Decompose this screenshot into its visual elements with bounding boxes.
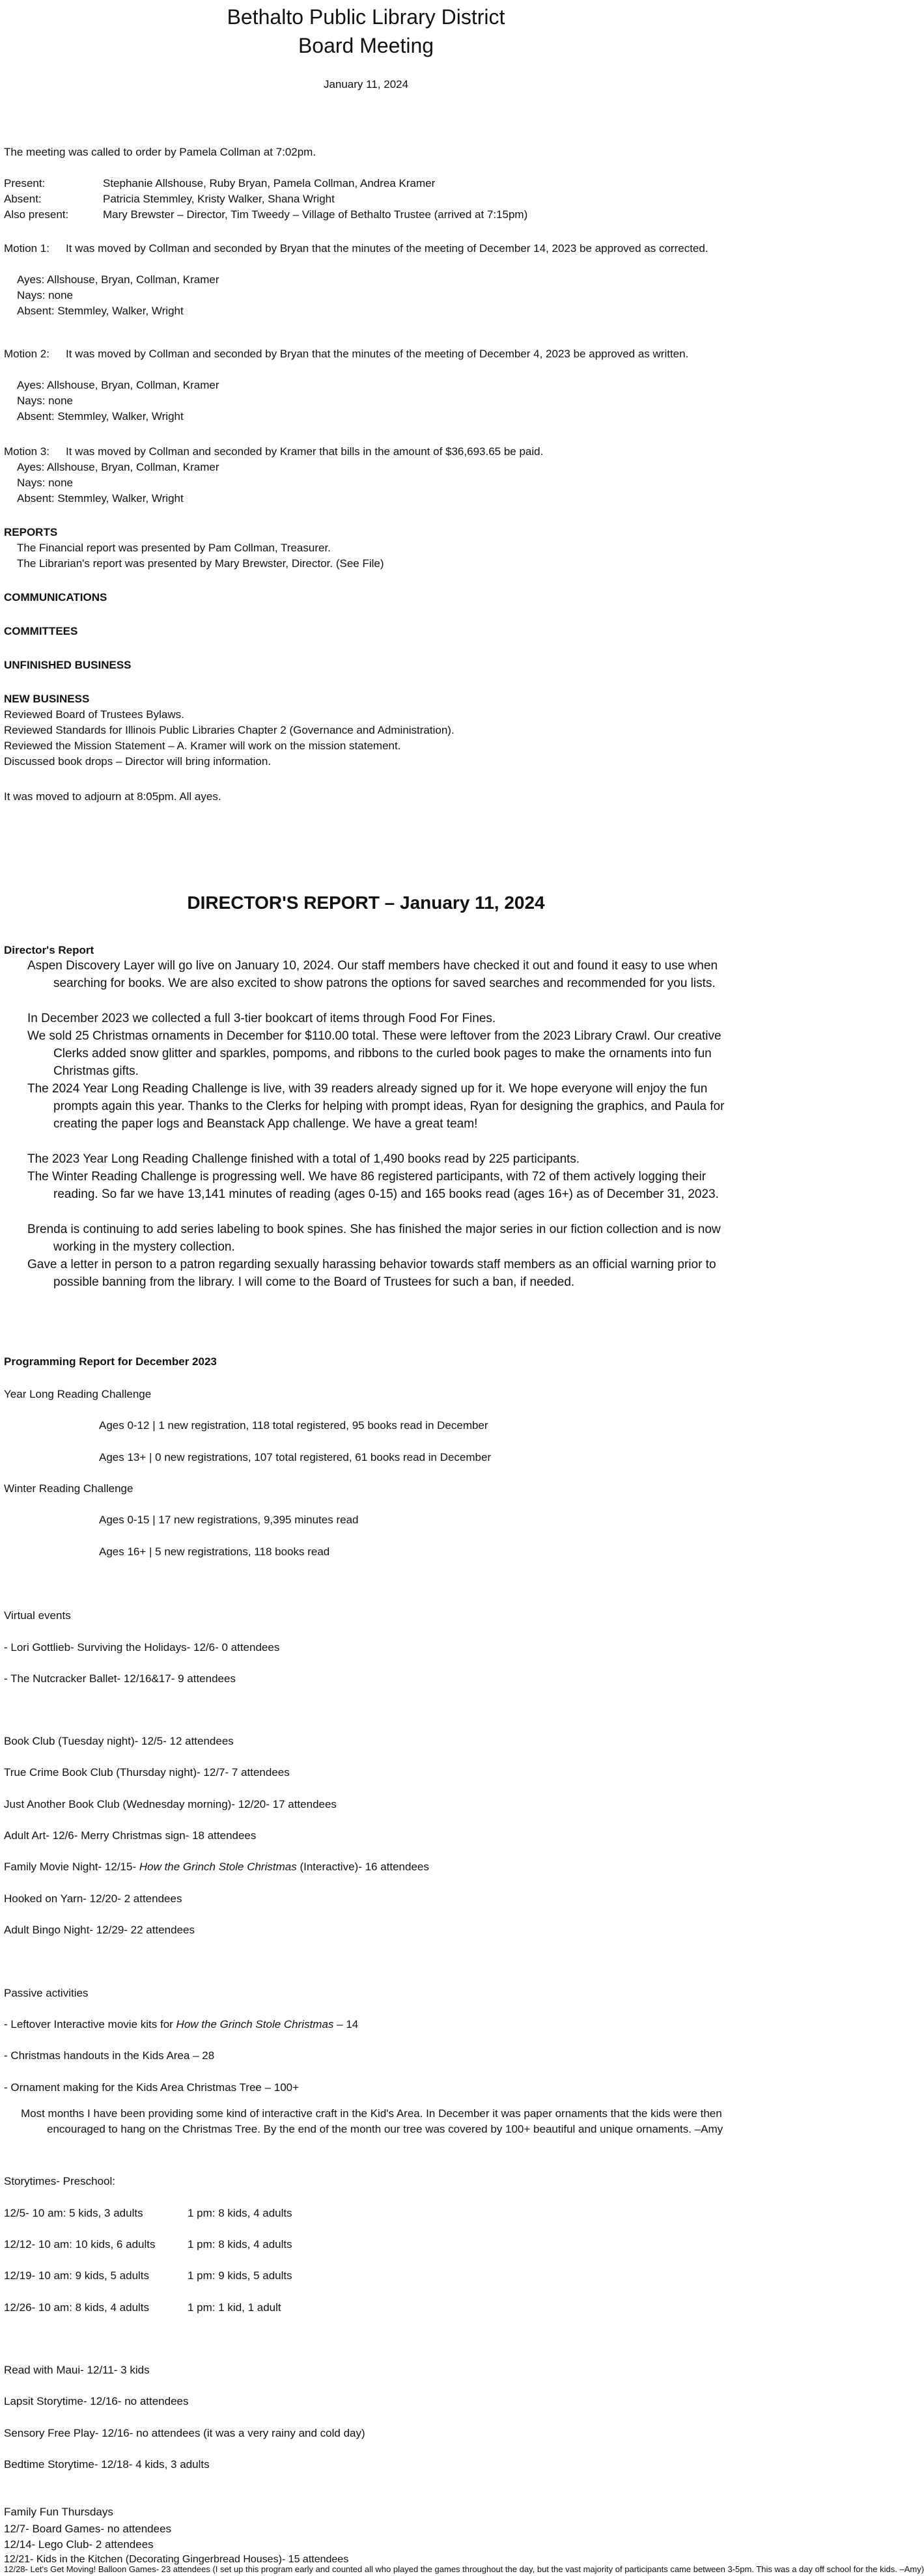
ylrc-stat: Ages 13+ | 0 new registrations, 107 total registered, 61 books read in December [99, 1451, 492, 1463]
attendance-absent: Absent: Patricia Stemmley, Kristy Walker, Shana Wright [4, 193, 335, 205]
meeting-title: Board Meeting [298, 34, 434, 57]
passive-note: Most months I have been providing some kind of interactive craft in the Kid's Area. In December it was paper ornaments that the kids were then encouraged to hang on the Christmas Tree. By the end of the month our tree was covered by 100+ beautiful and unique ornaments. –Amy [21, 2107, 723, 2135]
director-item: The Winter Reading Challenge is progressing well. We have 86 registered participants, with 72 of them actively logging their reading. So far we have 13,141 minutes of reading (ages 0-15) and 165 books read (ages 16+) as of December 31, 2023. [27, 1170, 719, 1201]
programming-heading: Programming Report for December 2023 [4, 1355, 217, 1368]
motion-2: Motion 2: It was moved by Collman and seconded by Bryan that the minutes of the meeting of December 4, 2023 be approved as written. [4, 348, 689, 360]
director-report-title: DIRECTOR'S REPORT – January 11, 2024 [187, 893, 545, 913]
director-item: Brenda is continuing to add series labeling to book spines. She has finished the major series in our fiction collection and is now working in the mystery collection. [27, 1223, 721, 1254]
new-business-item: Reviewed Standards for Illinois Public Libraries Chapter 2 (Governance and Administration). [4, 724, 455, 736]
librarian-report: The Librarian's report was presented by Mary Brewster, Director. (See File) [17, 557, 384, 570]
wrc-stat: Ages 0-15 | 17 new registrations, 9,395 minutes read [99, 1514, 359, 1526]
wrc-stat: Ages 16+ | 5 new registrations, 118 books read [99, 1545, 330, 1558]
virtual-event: - Lori Gottlieb- Surviving the Holidays- 12/6- 0 attendees [4, 1641, 280, 1654]
virtual-heading: Virtual events [4, 1609, 71, 1622]
org-title: Bethalto Public Library District [227, 5, 505, 29]
director-item: In December 2023 we collected a full 3-tier bookcart of items through Food For Fines. [27, 1012, 496, 1025]
director-item: Aspen Discovery Layer will go live on January 10, 2024. Our staff members have checked it out and found it easy to use when searching for books. We are also excited to show patrons the options for saved searches and recommended for you lists. [27, 959, 718, 990]
motion-1-absent: Absent: Stemmley, Walker, Wright [17, 305, 184, 317]
motion-1-nays: Nays: none [17, 289, 73, 301]
motion-3-nays: Nays: none [17, 477, 73, 489]
new-business-item: Reviewed Board of Trustees Bylaws. [4, 708, 184, 721]
passive-item: - Ornament making for the Kids Area Christmas Tree – 100+ [4, 2081, 300, 2094]
kids-event: Sensory Free Play- 12/16- no attendees (it was a very rainy and cold day) [4, 2427, 365, 2439]
storytime-row: 12/12- 10 am: 10 kids, 6 adults 1 pm: 8 kids, 4 adults [4, 2238, 292, 2251]
passive-heading: Passive activities [4, 1987, 89, 1999]
adjournment: It was moved to adjourn at 8:05pm. All ayes. [4, 790, 221, 803]
ylrc-stat: Ages 0-12 | 1 new registration, 118 total registered, 95 books read in December [99, 1419, 488, 1432]
fft-item: 12/14- Lego Club- 2 attendees [4, 2538, 154, 2551]
new-business-item: Discussed book drops – Director will bring information. [4, 755, 272, 768]
motion-3-absent: Absent: Stemmley, Walker, Wright [17, 492, 184, 505]
event-item: True Crime Book Club (Thursday night)- 12/7- 7 attendees [4, 1766, 290, 1779]
fft-item: 12/7- Board Games- no attendees [4, 2523, 172, 2535]
passive-item: - Christmas handouts in the Kids Area – 28 [4, 2049, 215, 2062]
storytime-row: 12/19- 10 am: 9 kids, 5 adults 1 pm: 9 kids, 5 adults [4, 2269, 292, 2282]
committees-heading: COMMITTEES [4, 625, 78, 637]
unfinished-business-heading: UNFINISHED BUSINESS [4, 659, 132, 671]
kids-event: Read with Maui- 12/11- 3 kids [4, 2364, 150, 2376]
passive-item: - Leftover Interactive movie kits for How the Grinch Stole Christmas – 14 [4, 2018, 359, 2030]
fft-item-last: 12/28- Let's Get Moving! Balloon Games- 23 attendees (I set up this program early and counted all who played the games throughout the day, but the vast majority of participants came between 3-5pm. This was a day off school for the kids. –Amy) [4, 2564, 924, 2574]
reports-heading: REPORTS [4, 526, 58, 538]
director-item: Gave a letter in person to a patron regarding sexually harassing behavior towards staff members as an official warning prior to possible banning from the library. I will come to the Board of Trustees for such a ban, if needed. [27, 1258, 716, 1289]
event-item: Adult Bingo Night- 12/29- 22 attendees [4, 1924, 195, 1936]
event-item-movie-night: Family Movie Night- 12/15- How the Grinch Stole Christmas (Interactive)- 16 attendees [4, 1861, 429, 1873]
motion-3-ayes: Ayes: Allshouse, Bryan, Collman, Kramer [17, 461, 219, 473]
motion-1-ayes: Ayes: Allshouse, Bryan, Collman, Kramer [17, 273, 219, 286]
financial-report: The Financial report was presented by Pam Collman, Treasurer. [17, 542, 331, 554]
new-business-heading: NEW BUSINESS [4, 693, 90, 705]
storytime-row: 12/5- 10 am: 5 kids, 3 adults 1 pm: 8 kids, 4 adults [4, 2207, 292, 2219]
wrc-heading: Winter Reading Challenge [4, 1482, 133, 1495]
storytimes-heading: Storytimes- Preschool: [4, 2175, 115, 2187]
director-item: The 2024 Year Long Reading Challenge is live, with 39 readers already signed up for it. We hope everyone will enjoy the fun prompts again this year. Thanks to the Clerks for helping with prompt ideas, Ryan for designing the graphics, and Paula for creating the paper logs and Beanstack App challenge. We have a great team! [27, 1082, 725, 1131]
motion-2-ayes: Ayes: Allshouse, Bryan, Collman, Kramer [17, 379, 219, 391]
communications-heading: COMMUNICATIONS [4, 591, 107, 603]
meeting-date: January 11, 2024 [323, 78, 409, 90]
attendance-also-present: Also present: Mary Brewster – Director, Tim Tweedy – Village of Bethalto Trustee (arrived at 7:15pm) [4, 208, 528, 221]
motion-3: Motion 3: It was moved by Collman and seconded by Kramer that bills in the amount of $36,693.65 be paid. [4, 445, 544, 458]
fft-heading: Family Fun Thursdays [4, 2506, 113, 2518]
event-item: Adult Art- 12/6- Merry Christmas sign- 18 attendees [4, 1829, 257, 1842]
director-report-heading: Director's Report [4, 944, 94, 956]
kids-event: Bedtime Storytime- 12/18- 4 kids, 3 adults [4, 2458, 210, 2471]
director-item: The 2023 Year Long Reading Challenge finished with a total of 1,490 books read by 225 participants. [27, 1152, 580, 1166]
motion-2-absent: Absent: Stemmley, Walker, Wright [17, 410, 184, 422]
call-to-order: The meeting was called to order by Pamela Collman at 7:02pm. [4, 146, 316, 158]
motion-2-nays: Nays: none [17, 395, 73, 407]
new-business-item: Reviewed the Mission Statement – A. Kramer will work on the mission statement. [4, 740, 401, 752]
virtual-event: - The Nutcracker Ballet- 12/16&17- 9 attendees [4, 1672, 236, 1685]
event-item: Just Another Book Club (Wednesday morning)- 12/20- 17 attendees [4, 1798, 337, 1810]
fft-item: 12/21- Kids in the Kitchen (Decorating Gingerbread Houses)- 15 attendees [4, 2554, 349, 2565]
attendance-present: Present: Stephanie Allshouse, Ruby Bryan, Pamela Collman, Andrea Kramer [4, 177, 436, 189]
kids-event: Lapsit Storytime- 12/16- no attendees [4, 2395, 189, 2407]
storytime-row: 12/26- 10 am: 8 kids, 4 adults 1 pm: 1 kid, 1 adult [4, 2301, 281, 2314]
director-item: We sold 25 Christmas ornaments in December for $110.00 total. These were leftover from the 2023 Library Crawl. Our creative Clerks added snow glitter and sparkles, pompoms, and ribbons to the curled book pages to make the ornaments into fun Christmas gifts. [27, 1029, 721, 1078]
event-item: Book Club (Tuesday night)- 12/5- 12 attendees [4, 1735, 234, 1747]
motion-1: Motion 1: It was moved by Collman and seconded by Bryan that the minutes of the meeting of December 14, 2023 be approved as corrected. [4, 242, 708, 255]
event-item: Hooked on Yarn- 12/20- 2 attendees [4, 1892, 182, 1905]
ylrc-heading: Year Long Reading Challenge [4, 1388, 152, 1400]
